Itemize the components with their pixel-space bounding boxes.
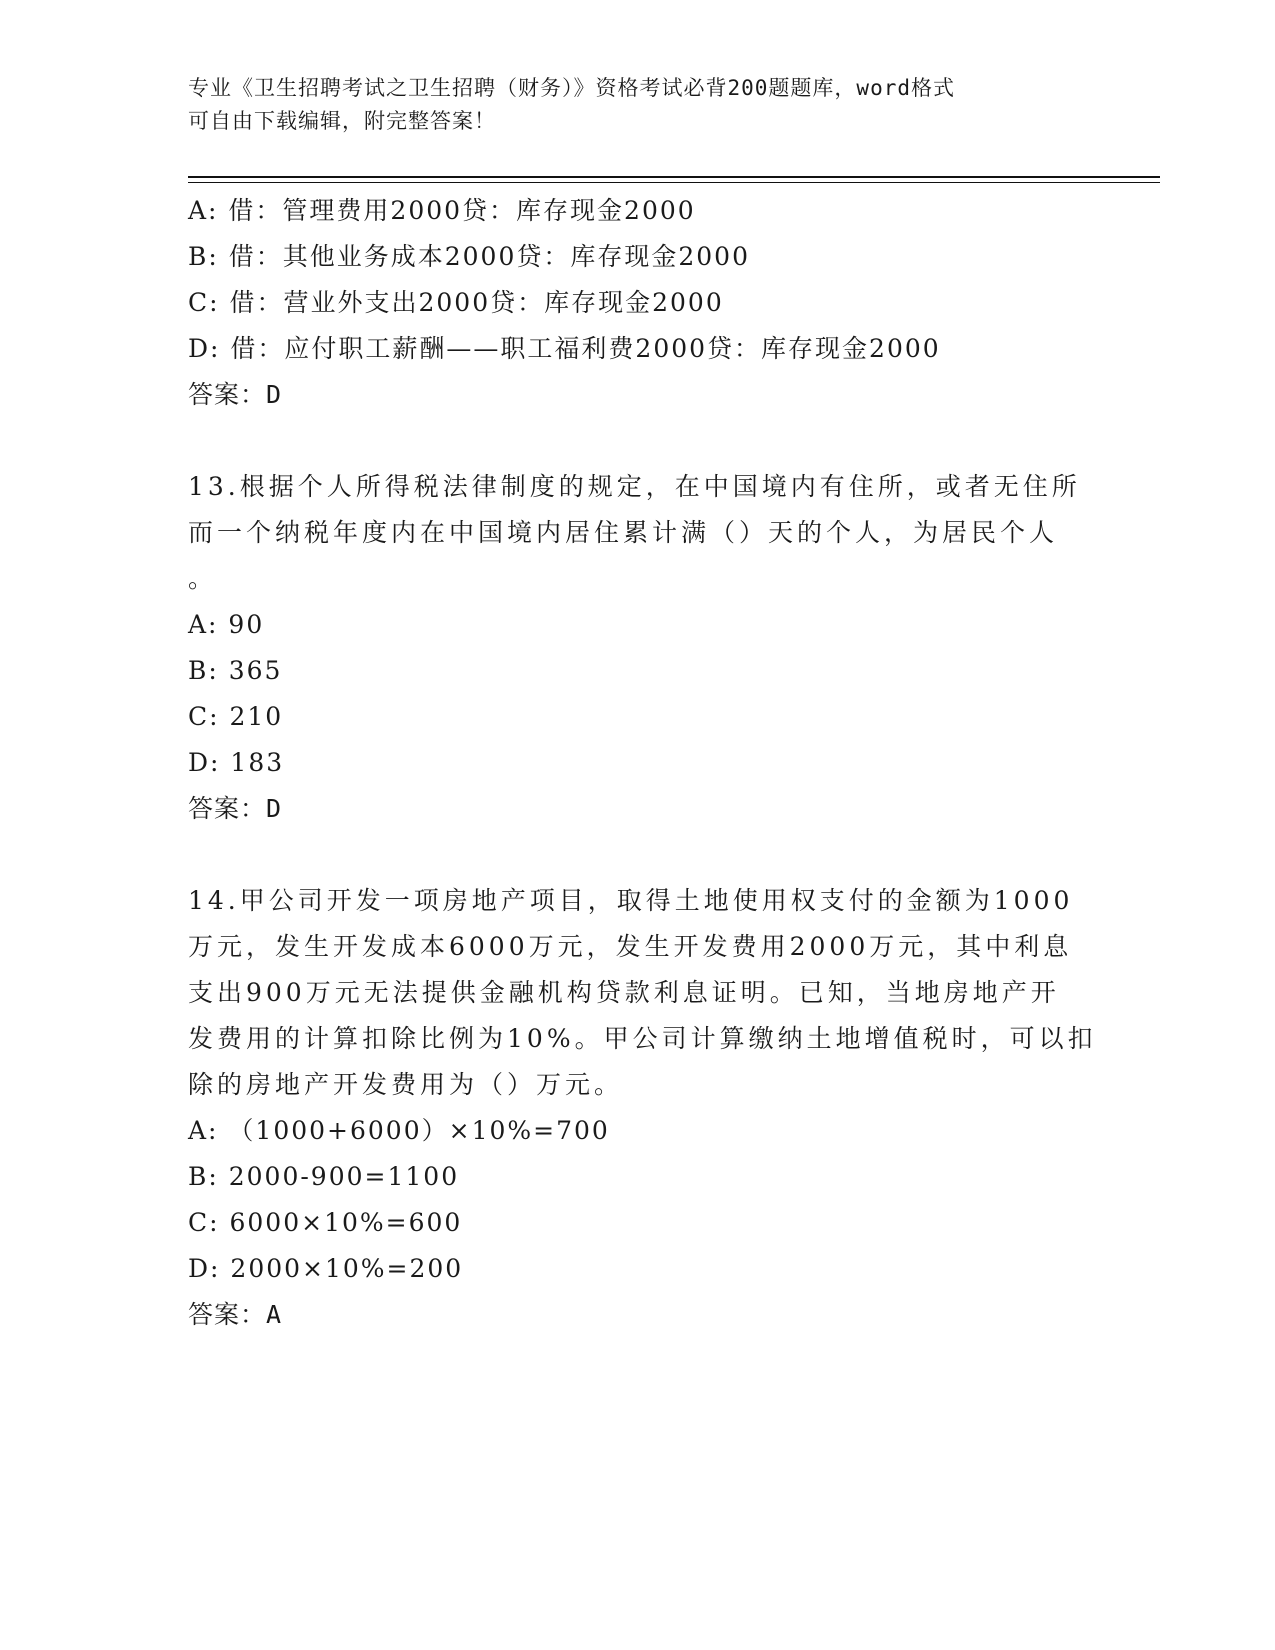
option-d: D: 2000×10%=200 [188, 1254, 464, 1283]
question-text-line: 万元，发生开发成本6000万元，发生开发费用2000万元，其中利息 [188, 932, 1073, 961]
question-text-line: 13.根据个人所得税法律制度的规定，在中国境内有住所，或者无住所 [188, 472, 1081, 501]
question-text-line: 除的房地产开发费用为（）万元。 [188, 1070, 624, 1099]
document-header [188, 72, 1088, 138]
answer-line: 答案：D [188, 380, 283, 409]
header-rule-thick [188, 176, 1160, 178]
option-c: C: 借：营业外支出2000贷：库存现金2000 [188, 288, 724, 317]
option-b: B: 365 [188, 656, 283, 685]
option-a: A: （1000+6000）×10%=700 [188, 1116, 610, 1145]
question-text-line: 支出900万元无法提供金融机构贷款利息证明。已知，当地房地产开 [188, 978, 1060, 1007]
option-d: D: 183 [188, 748, 285, 777]
option-a: A: 90 [188, 610, 265, 639]
question-text-line: 而一个纳税年度内在中国境内居住累计满（）天的个人，为居民个人 [188, 518, 1059, 547]
spacer [188, 832, 1088, 878]
option-c: C: 6000×10%=600 [188, 1208, 463, 1237]
question-12 [188, 188, 1088, 418]
question-text-line: 。 [188, 564, 218, 593]
question-text-line: 14.甲公司开发一项房地产项目，取得土地使用权支付的金额为1000 [188, 886, 1074, 915]
option-b: B: 借：其他业务成本2000贷：库存现金2000 [188, 242, 750, 271]
option-c: C: 210 [188, 702, 284, 731]
question-13 [188, 464, 1088, 832]
question-14 [188, 878, 1097, 1338]
option-b: B: 2000-900=1100 [188, 1162, 460, 1191]
answer-line: 答案：A [188, 1300, 283, 1329]
question-content [188, 188, 1097, 1338]
answer-line: 答案：D [188, 794, 283, 823]
header-line-1: 专业《卫生招聘考试之卫生招聘（财务）》资格考试必背200题题库，word格式 [188, 76, 955, 100]
spacer [188, 418, 1088, 464]
option-d: D: 借：应付职工薪酬——职工福利费2000贷：库存现金2000 [188, 334, 941, 363]
option-a: A: 借：管理费用2000贷：库存现金2000 [188, 196, 696, 225]
question-text-line: 发费用的计算扣除比例为10%。甲公司计算缴纳土地增值税时，可以扣 [188, 1024, 1097, 1053]
header-line-2: 可自由下载编辑，附完整答案！ [188, 109, 496, 133]
header-rule-thin [188, 182, 1160, 183]
